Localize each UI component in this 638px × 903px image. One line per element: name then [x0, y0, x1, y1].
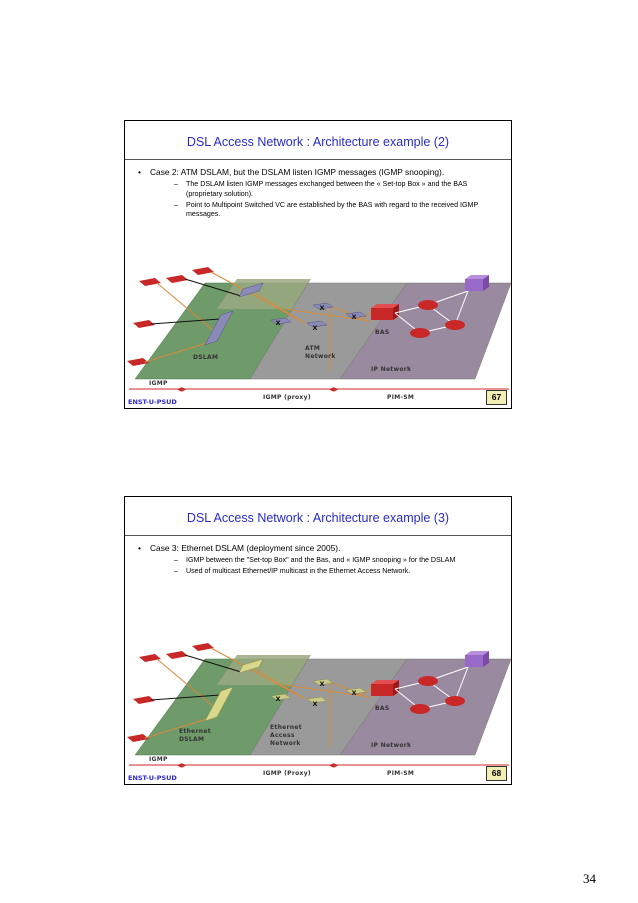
sub-bullet-item: – The DSLAM listen IGMP messages exchanged between the « Set-top Box » and the BAS (proprietary solution).: [138, 180, 491, 199]
settop-box: [166, 651, 188, 659]
ip-router: [445, 696, 465, 706]
bullet-list: [138, 167, 491, 221]
svg-text:◀▶: ◀▶: [329, 762, 339, 769]
switch-label: X: [319, 304, 325, 312]
network-diagram: [125, 261, 512, 409]
access-network-label-line2: Network: [305, 353, 336, 360]
svg-text:◀▶: ◀▶: [177, 386, 187, 393]
sub-bullet-item: – Used of multicast Ethernet/IP multicast in the Ethernet Access Network.: [138, 567, 491, 577]
ip-network-label: IP Network: [371, 742, 412, 749]
settop-box: [139, 278, 161, 286]
switch-label: X: [351, 313, 357, 321]
switch-label: X: [275, 319, 281, 327]
slide-67: [124, 120, 512, 409]
bullet-item: • Case 3: Ethernet DSLAM (deployment since 2005).: [138, 543, 491, 554]
switch-label: X: [275, 695, 281, 703]
pim-sm-label: PIM-SM: [387, 770, 415, 777]
bullet-item: • Case 2: ATM DSLAM, but the DSLAM listen IGMP messages (IGMP snooping).: [138, 167, 491, 178]
access-network-label-line2: Access: [270, 732, 295, 739]
switch-label: X: [351, 689, 357, 697]
igmp-label: IGMP: [149, 380, 168, 387]
settop-box: [139, 654, 161, 662]
igmp-proxy-label: IGMP (proxy): [263, 394, 311, 401]
igmp-label: IGMP: [149, 756, 168, 763]
network-diagram: [125, 637, 512, 785]
slide-title: DSL Access Network : Architecture example (3): [186, 511, 450, 525]
svg-text:◀▶: ◀▶: [177, 762, 187, 769]
title-divider: [125, 159, 511, 160]
slide-title: DSL Access Network : Architecture example (2): [186, 135, 450, 149]
bas-router: [371, 684, 393, 696]
access-network-label-line1: ATM: [305, 345, 321, 352]
switch-label: X: [319, 680, 325, 688]
page-number: 34: [583, 871, 596, 886]
sub-bullet-item: – IGMP between the "Set-top Box" and the Bas, and « IGMP snooping » for the DSLAM: [138, 556, 491, 566]
bas-label: BAS: [375, 705, 390, 712]
bas-label: BAS: [375, 329, 390, 336]
ip-router: [418, 300, 438, 310]
settop-box: [192, 267, 214, 275]
settop-box: [192, 643, 214, 651]
switch-label: X: [312, 700, 318, 708]
slide-number: 67: [486, 390, 507, 405]
footer-institution: ENST-U-PSUD: [128, 774, 177, 782]
ip-router: [410, 328, 430, 338]
dslam-label-line1: Ethernet: [179, 728, 211, 735]
bullet-list: [138, 543, 491, 578]
settop-box: [166, 275, 188, 283]
pim-sm-label: PIM-SM: [387, 394, 415, 401]
slide-68: [124, 496, 512, 785]
access-network-label-line3: Network: [270, 740, 301, 747]
bas-router: [371, 308, 393, 320]
access-network-label-line1: Ethernet: [270, 724, 302, 731]
switch-label: X: [312, 324, 318, 332]
ip-router: [445, 320, 465, 330]
server: [465, 655, 483, 667]
server: [465, 279, 483, 291]
ip-router: [418, 676, 438, 686]
ip-network-label: IP Network: [371, 366, 412, 373]
title-divider: [125, 535, 511, 536]
igmp-proxy-label: IGMP (Proxy): [263, 770, 311, 777]
dslam-label: DSLAM: [193, 354, 219, 361]
sub-bullet-item: – Point to Multipoint Switched VC are established by the BAS with regard to the received IGMP messages.: [138, 201, 491, 220]
ip-router: [410, 704, 430, 714]
footer-institution: ENST-U-PSUD: [128, 398, 177, 406]
svg-text:◀▶: ◀▶: [329, 386, 339, 393]
dslam-label-line2: DSLAM: [179, 736, 205, 743]
slide-number: 68: [486, 766, 507, 781]
